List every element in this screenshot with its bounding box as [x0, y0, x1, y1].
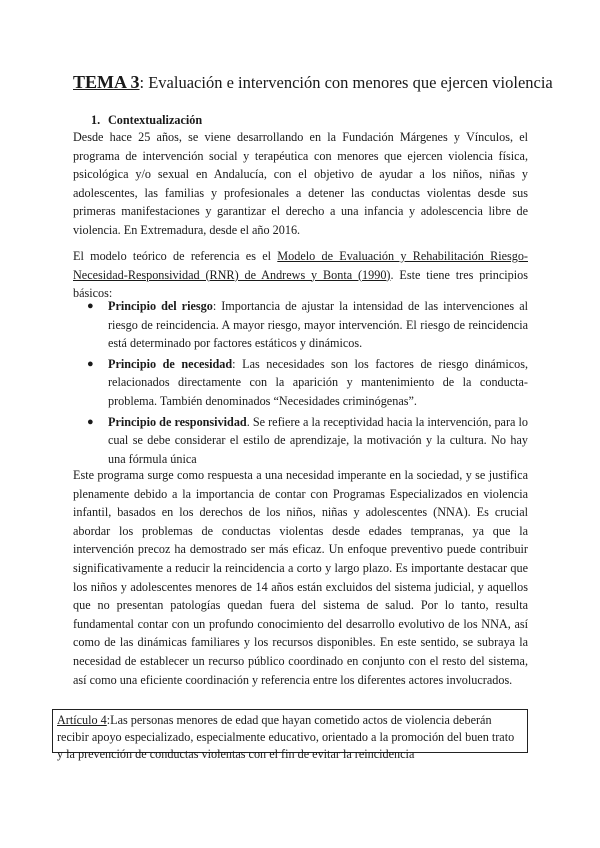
section-number: 1. — [91, 113, 101, 127]
paragraph-context: Desde hace 25 años, se viene desarrollando en la Fundación Márgenes y Vínculos, el programa de intervención social y terapéutica con menores que ejercen violencia física, psicológica y/o sexual en Andalucía, con el objetivo de ayudar a los niños, niñas y adolescentes, las familias y profesionales a detener las conductas violentas desde sus primeras manifestaciones y garantizar el derecho a una infancia y adolescencia libre de violencia. En Extremadura, desde el año 2016. — [73, 130, 528, 237]
article-label: Artículo 4 — [57, 713, 107, 727]
principle-text: : Importancia de ajustar la intensidad de las intervenciones al riesgo de reincidencia. A mayor riesgo, mayor intervención. El riesgo de reincidencia está determinado por factores estáticos y dinámicos. — [108, 299, 528, 351]
page-title — [73, 72, 553, 93]
model-reference-link[interactable]: Modelo de Evaluación y Rehabilitación Riesgo-Necesidad-Responsividad (RNR) de Andrews y Bonta (1990) — [73, 249, 528, 282]
list-item — [73, 355, 528, 411]
principle-text: . Se refiere a la receptividad hacia la intervención, para lo cual se debe considerar el estilo de aprendizaje, la motivación y la cultura. No hay una fórmula única — [108, 414, 529, 466]
paragraph-model — [73, 247, 528, 303]
title-tema: TEMA 3 — [73, 72, 140, 92]
article-text: :Las personas menores de edad que hayan cometido actos de violencia deberán recibir apoyo especializado, especialmente educativo, orientado a la promoción del buen trato y la prevención de conductas violentas con el fin de evitar la reincidencia — [57, 713, 515, 761]
section-heading — [91, 113, 202, 128]
section-title: Contextualización — [108, 113, 203, 127]
paragraph-justification: Este programa surge como respuesta a una necesidad imperante en la sociedad, y se justifica plenamente debido a la importancia de contar con Programas Especializados en violencia infantil, basados en los derechos de los niños, niñas y adolescentes (NNA). Es crucial abordar los problemas de conductas violentas desde edades tempranas, ya que la intervención precoz ha demostrado ser más eficaz. Un enfoque preventivo puede contribuir significativamente a reducir la reincidencia a corto y largo plazo. Es importante destacar que los niños y adolescentes menores de 14 años están excluidos del sistema judicial, y aquellos que no presentan patologías quedan fuera del sistema de salud. Por lo tanto, resulta fundamental contar con un profundo conocimiento del desarrollo evolutivo de los NNA, así como de las dinámicas familiares y los recursos disponibles. En este sentido, se subraya la necesidad de establecer un recurso público coordinado en conjunto con el resto del sistema, así como una eficiente coordinación y referencia entre los diferentes actores involucrados. — [73, 468, 528, 687]
model-text-before: El modelo teórico de referencia es el — [73, 249, 278, 263]
principle-name: Principio de necesidad — [108, 356, 233, 371]
principles-list — [73, 297, 528, 470]
list-item — [73, 297, 528, 353]
model-text-after: . Este tiene tres principios básicos: — [73, 267, 528, 301]
principle-text: : Las necesidades son los factores de riesgo dinámicos, relacionados directamente con la aparición y mantenimiento de la conducta-problema. También denominados “Necesidades criminógenas”. — [108, 356, 528, 408]
bullet-icon: ● — [87, 357, 94, 370]
title-subtitle: : Evaluación e intervención con menores que ejercen violencia — [139, 73, 553, 92]
article-box — [52, 709, 528, 761]
bullet-icon: ● — [87, 300, 94, 312]
list-item — [73, 413, 528, 469]
bullet-icon: ● — [87, 415, 94, 428]
principle-name: Principio del riesgo — [108, 299, 213, 313]
principle-name: Principio de responsividad — [108, 414, 247, 429]
